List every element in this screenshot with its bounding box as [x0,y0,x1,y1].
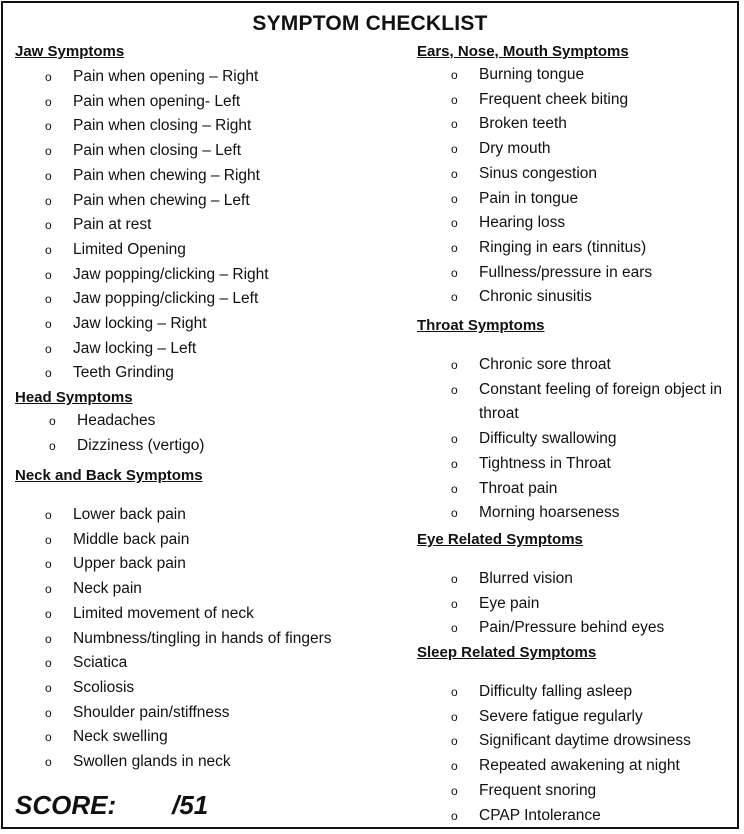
neck-heading: Neck and Back Symptoms [15,467,203,484]
checklist-item[interactable] [417,616,739,641]
head-heading: Head Symptoms [15,389,133,406]
checklist-item-label: Headaches [77,412,156,429]
checkbox-circle-icon[interactable]: o [45,242,52,257]
checklist-item[interactable] [15,676,405,701]
checklist-item[interactable] [15,651,405,676]
checkbox-circle-icon[interactable]: o [451,117,458,132]
sleep-section [417,644,739,824]
head-list [15,409,405,458]
checklist-item[interactable] [15,312,405,337]
ent-heading: Ears, Nose, Mouth Symptoms [417,43,629,60]
eye-list [417,567,739,641]
checklist-item[interactable] [15,90,405,115]
checklist-item[interactable] [15,361,405,386]
jaw-heading: Jaw Symptoms [15,43,125,60]
checklist-item-label: Frequent cheek biting [479,90,629,108]
checkbox-circle-icon[interactable]: o [451,506,458,521]
checklist-item-label: Limited movement of neck [73,604,254,622]
checklist-item-label: Shoulder pain/stiffness [73,703,230,721]
checklist-item-label: Neck swelling [73,728,168,746]
checklist-item-label: Fullness/pressure in ears [479,263,653,281]
checklist-item[interactable] [15,65,405,90]
checklist-item-label: Pain when closing – Left [73,142,242,160]
checklist-item[interactable] [417,187,739,212]
checklist-item[interactable] [15,528,405,553]
checkbox-circle-icon[interactable]: o [45,631,52,646]
checklist-item[interactable] [15,627,405,652]
checklist-item-label: Severe fatigue regularly [479,707,643,725]
checkbox-circle-icon[interactable]: o [45,144,52,159]
checklist-item[interactable] [417,261,739,286]
checklist-item-label: Difficulty swallowing [479,430,617,448]
checklist-item[interactable] [417,477,739,502]
checklist-item-label: Pain in tongue [479,189,579,207]
checklist-item[interactable] [15,552,405,577]
checklist-item[interactable] [417,137,739,162]
checkbox-circle-icon[interactable]: o [451,92,458,107]
checklist-item-label: Numbness/tingling in hands of fingers [73,629,332,647]
checklist-item[interactable] [417,567,739,592]
checklist-item[interactable] [15,189,405,214]
checklist-item[interactable] [417,236,739,261]
checkbox-circle-icon[interactable]: o [451,783,458,798]
checklist-item[interactable] [15,725,405,750]
checkbox-circle-icon[interactable]: o [451,166,458,181]
checklist-item-label: Morning hoarseness [479,504,620,522]
checklist-item-label: Blurred vision [479,570,573,587]
checklist-item-label: Pain when closing – Right [73,117,252,135]
checklist-item[interactable] [417,592,739,617]
checklist-item-label: Burning tongue [479,66,585,83]
checklist-item-label: Sciatica [73,654,128,672]
checkbox-circle-icon[interactable]: o [45,680,52,695]
checklist-item-label: Pain when chewing – Left [73,191,250,209]
score-total: /51 [172,790,209,820]
checklist-item-label: Teeth Grinding [73,364,174,382]
checkbox-circle-icon[interactable]: o [45,94,52,109]
checkbox-circle-icon[interactable]: o [451,240,458,255]
eye-heading: Eye Related Symptoms [417,531,583,548]
checklist-item-label: Dizziness (vertigo) [77,436,205,454]
checkbox-circle-icon[interactable]: o [45,317,52,332]
checklist-item[interactable] [417,353,739,378]
score-line [15,790,208,821]
checklist-item-label: Constant feeling of foreign object in throat [479,380,722,423]
checklist-item[interactable] [417,427,739,452]
jaw-section [15,43,405,382]
checklist-item[interactable] [15,602,405,627]
throat-section [417,317,739,522]
checklist-item-label: Pain when opening – Right [73,68,259,85]
checkbox-circle-icon[interactable]: o [45,267,52,282]
checkbox-circle-icon[interactable]: o [45,218,52,233]
checkbox-circle-icon[interactable]: o [45,557,52,572]
checklist-item-label: CPAP Intolerance [479,806,601,824]
checklist-item[interactable] [15,114,405,139]
checklist-item-label: Tightness in Throat [479,454,611,472]
checkbox-circle-icon[interactable]: o [451,808,458,823]
checkbox-circle-icon[interactable]: o [45,755,52,770]
checkbox-circle-icon[interactable]: o [451,290,458,305]
checklist-item[interactable] [15,750,405,775]
head-section [15,389,405,454]
throat-heading: Throat Symptoms [417,317,545,334]
eye-section [417,531,739,637]
checklist-item[interactable] [15,434,405,459]
checkbox-circle-icon[interactable]: o [45,341,52,356]
checklist-item[interactable] [15,263,405,288]
checkbox-circle-icon[interactable]: o [49,414,56,428]
checklist-item[interactable] [15,164,405,189]
checkbox-circle-icon[interactable]: o [451,358,458,372]
checkbox-circle-icon[interactable]: o [451,432,458,447]
checklist-item[interactable] [15,409,405,434]
checklist-item[interactable] [15,503,405,528]
checklist-item-label: Jaw popping/clicking – Right [73,265,269,283]
checklist-item[interactable] [417,705,739,730]
checklist-item[interactable] [417,285,739,310]
checklist-item-label: Eye pain [479,594,540,612]
checklist-item-label: Pain when chewing – Right [73,166,260,184]
checklist-item-label: Jaw locking – Right [73,315,207,333]
checklist-item-label: Dry mouth [479,140,551,158]
checklist-item[interactable] [417,779,739,804]
checkbox-circle-icon[interactable]: o [45,193,52,208]
checklist-item[interactable] [417,88,739,113]
checkbox-circle-icon[interactable]: o [451,621,458,636]
checkbox-circle-icon[interactable]: o [45,730,52,745]
checklist-item-label: Lower back pain [73,506,186,523]
checkbox-circle-icon[interactable]: o [451,709,458,724]
checklist-item-label: Broken teeth [479,115,567,133]
checkbox-circle-icon[interactable]: o [451,68,458,82]
checklist-item-label: Frequent snoring [479,781,597,799]
checklist-item-label: Pain when opening- Left [73,92,241,110]
checklist-item-label: Hearing loss [479,214,566,232]
checkbox-circle-icon[interactable]: o [45,508,52,522]
checklist-item-label: Neck pain [73,580,142,598]
checkbox-circle-icon[interactable]: o [45,656,52,671]
checkbox-circle-icon[interactable]: o [45,168,52,183]
checklist-item[interactable] [417,804,739,829]
checklist-item-label: Middle back pain [73,530,190,548]
checklist-item-label: Difficulty falling asleep [479,683,633,700]
checklist-item[interactable] [15,238,405,263]
checklist-item[interactable] [417,680,739,705]
checkbox-circle-icon[interactable]: o [45,582,52,597]
checklist-item[interactable] [15,213,405,238]
score-label: SCORE: [15,790,117,820]
checklist-item[interactable] [417,63,739,88]
checklist-item[interactable] [417,112,739,137]
checklist-item[interactable] [15,337,405,362]
sleep-heading: Sleep Related Symptoms [417,644,597,661]
checklist-item-label: Upper back pain [73,555,186,573]
neck-list [15,503,405,775]
checklist-item-label: Sinus congestion [479,164,598,182]
checkbox-circle-icon[interactable]: o [451,572,458,586]
sleep-list [417,680,739,828]
checklist-item-label: Chronic sinusitis [479,288,592,306]
checkbox-circle-icon[interactable]: o [451,685,458,699]
checkbox-circle-icon[interactable]: o [45,366,52,381]
checklist-item[interactable] [417,452,739,477]
checkbox-circle-icon[interactable]: o [45,606,52,621]
checklist-item[interactable] [417,378,739,427]
checkbox-circle-icon[interactable]: o [451,481,458,496]
checkbox-circle-icon[interactable]: o [451,216,458,231]
checklist-item[interactable] [417,729,739,754]
checkbox-circle-icon[interactable]: o [45,532,52,547]
neck-section [15,467,405,771]
checklist-item[interactable] [417,501,739,526]
jaw-list [15,65,405,386]
checkbox-circle-icon[interactable]: o [451,759,458,774]
checkbox-circle-icon[interactable]: o [45,705,52,720]
checklist-item-label: Pain/Pressure behind eyes [479,619,665,637]
checkbox-circle-icon[interactable]: o [451,596,458,611]
checkbox-circle-icon[interactable]: o [451,734,458,749]
checklist-item-label: Pain at rest [73,216,152,234]
checklist-item-label: Throat pain [479,479,558,497]
checklist-item[interactable] [15,701,405,726]
checklist-item[interactable] [417,754,739,779]
checkbox-circle-icon[interactable]: o [45,119,52,134]
ent-section [417,43,739,306]
checkbox-circle-icon[interactable]: o [451,265,458,280]
throat-list [417,353,739,526]
checklist-item-label: Jaw locking – Left [73,339,197,357]
checklist-item[interactable] [15,139,405,164]
checklist-item-label: Limited Opening [73,240,186,258]
checkbox-circle-icon[interactable]: o [451,142,458,157]
checklist-item-label: Swollen glands in neck [73,753,231,771]
checkbox-circle-icon[interactable]: o [45,70,52,84]
checklist-item[interactable] [15,577,405,602]
page-title: SYMPTOM CHECKLIST [252,12,488,35]
checklist-item[interactable] [417,162,739,187]
ent-list [417,63,739,310]
checklist-item[interactable] [15,287,405,312]
checklist-item-label: Jaw popping/clicking – Left [73,290,259,308]
checkbox-circle-icon[interactable]: o [49,438,56,453]
checkbox-circle-icon[interactable]: o [451,456,458,471]
checklist-item[interactable] [417,211,739,236]
checklist-item-label: Repeated awakening at night [479,757,680,775]
checklist-item-label: Chronic sore throat [479,356,611,373]
checklist-item-label: Scoliosis [73,678,135,696]
checkbox-circle-icon[interactable]: o [451,382,458,397]
checkbox-circle-icon[interactable]: o [451,191,458,206]
checklist-item-label: Ringing in ears (tinnitus) [479,238,647,256]
checklist-item-label: Significant daytime drowsiness [479,732,691,750]
checklist-page [1,1,739,829]
checkbox-circle-icon[interactable]: o [45,292,52,307]
